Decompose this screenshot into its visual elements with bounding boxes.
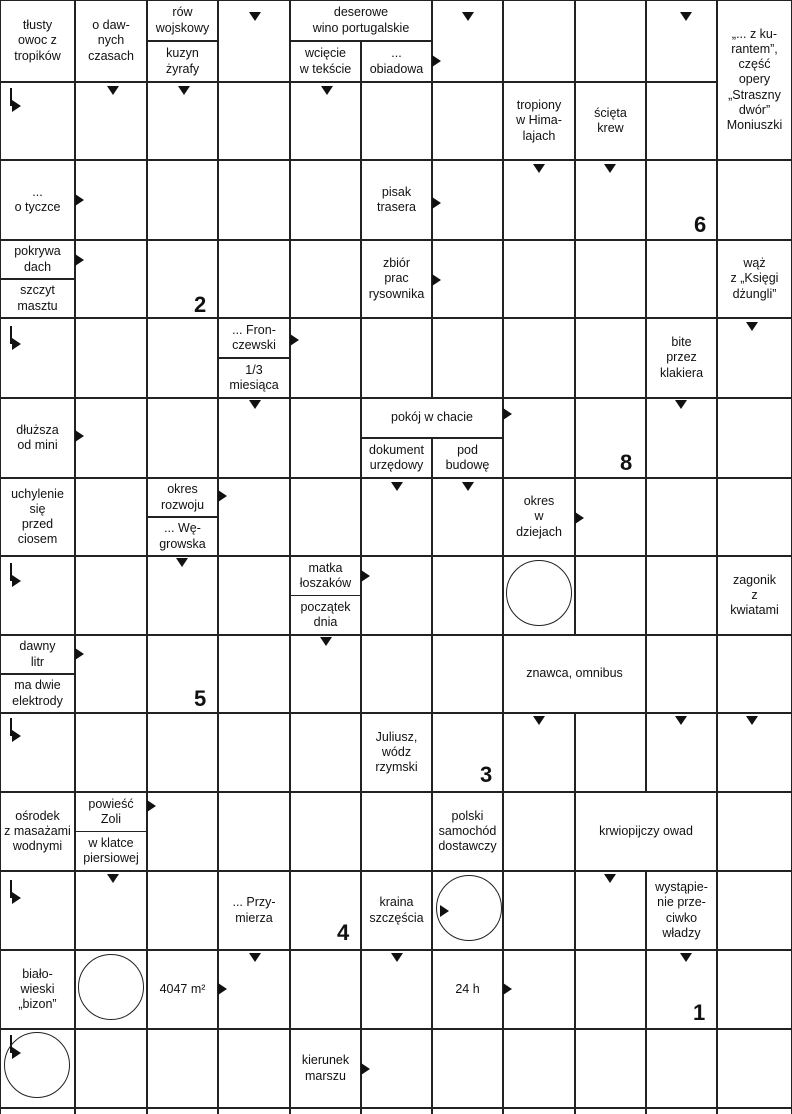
answer-cell[interactable]	[361, 792, 432, 871]
clue-c11: ... o tyczce	[1, 161, 74, 239]
answer-cell[interactable]	[646, 478, 717, 556]
answer-cell[interactable]	[646, 635, 717, 713]
answer-cell[interactable]	[646, 1029, 717, 1108]
clue-arrow	[432, 55, 441, 67]
clue-c6: wcięcie w tekście	[291, 42, 360, 81]
answer-cell[interactable]	[575, 398, 646, 478]
clue-c39: krwiopijczy owad	[576, 793, 716, 870]
circled-cell-marker	[506, 560, 572, 626]
answer-cell[interactable]	[290, 318, 361, 398]
clue-arrow	[462, 12, 474, 21]
clue-c8: „... z ku- rantem”, część opery „Straszny dwór” Moniuszki	[718, 1, 791, 159]
clue-c31: dawny litr	[1, 636, 74, 673]
clue-arrow	[361, 570, 370, 582]
clue-c30: zagonik z kwiatami	[718, 557, 791, 634]
clue-arrow	[391, 482, 403, 491]
solution-number-4: 4	[337, 920, 350, 945]
clue-arrow	[107, 874, 119, 883]
answer-cell[interactable]	[503, 792, 575, 871]
answer-cell[interactable]	[575, 240, 646, 318]
clue-c32: ma dwie elektrody	[1, 675, 74, 712]
clue-c14: szczyt masztu	[1, 280, 74, 317]
solution-number-1: 1	[693, 1000, 706, 1025]
answer-cell[interactable]	[218, 160, 290, 240]
solution-number-6: 6	[694, 212, 707, 237]
clue-c29: początek dnia	[291, 597, 360, 635]
clue-c15: zbiór prac rysownika	[362, 241, 431, 317]
answer-cell[interactable]	[575, 1029, 646, 1108]
answer-cell[interactable]	[575, 318, 646, 398]
clue-c12: pisak trasera	[362, 161, 431, 239]
answer-cell[interactable]	[147, 556, 218, 635]
answer-cell[interactable]	[147, 240, 218, 318]
clue-arrow	[746, 322, 758, 331]
answer-cell[interactable]	[147, 160, 218, 240]
answer-cell[interactable]	[717, 950, 792, 1029]
answer-cell[interactable]	[147, 635, 218, 713]
clue-c20: dłuższa od mini	[1, 399, 74, 477]
answer-cell[interactable]	[218, 556, 290, 635]
clue-arrow	[503, 408, 512, 420]
answer-cell[interactable]	[290, 398, 361, 478]
clue-c17: ... Fron- czewski	[219, 319, 289, 357]
answer-cell[interactable]	[75, 713, 147, 792]
clue-arrow	[249, 400, 261, 409]
answer-cell[interactable]	[361, 556, 432, 635]
answer-cell[interactable]	[717, 635, 792, 713]
clue-c1: tłusty owoc z tropików	[1, 1, 74, 81]
answer-cell[interactable]	[147, 871, 218, 950]
clue-arrow	[575, 512, 584, 524]
answer-cell[interactable]	[147, 398, 218, 478]
answer-cell[interactable]	[75, 318, 147, 398]
circled-cell-marker	[436, 875, 502, 941]
clue-arrow	[361, 1063, 370, 1075]
clue-c18: 1/3 miesiąca	[219, 359, 289, 397]
answer-cell[interactable]	[432, 240, 503, 318]
clue-arrow	[10, 718, 24, 736]
answer-cell[interactable]	[503, 950, 575, 1029]
clue-c44: 4047 m²	[148, 951, 217, 1028]
answer-cell[interactable]	[432, 160, 503, 240]
answer-cell[interactable]	[75, 635, 147, 713]
answer-cell[interactable]	[503, 240, 575, 318]
answer-cell[interactable]	[717, 871, 792, 950]
circled-cell-marker	[78, 954, 144, 1020]
answer-cell[interactable]	[290, 160, 361, 240]
answer-cell[interactable]	[147, 318, 218, 398]
answer-cell[interactable]	[290, 950, 361, 1029]
clue-c23: pod budowę	[433, 439, 502, 477]
answer-cell[interactable]	[218, 240, 290, 318]
answer-cell[interactable]	[218, 1029, 290, 1108]
clue-arrow	[462, 482, 474, 491]
clue-c25: okres rozwoju	[148, 479, 217, 516]
clue-c21: pokój w chacie	[362, 399, 502, 437]
clue-c26: ... Wę- growska	[148, 518, 217, 555]
clue-arrow	[10, 326, 24, 344]
clue-c10: ścięta krew	[576, 83, 645, 159]
clue-c41: kraina szczęścia	[362, 872, 431, 949]
answer-cell[interactable]	[147, 792, 218, 871]
answer-cell[interactable]	[361, 318, 432, 398]
answer-cell[interactable]	[75, 398, 147, 478]
answer-cell[interactable]	[75, 160, 147, 240]
clue-c45: 24 h	[433, 951, 502, 1028]
answer-cell[interactable]	[575, 556, 646, 635]
clue-c2: o daw- nych czasach	[76, 1, 146, 81]
answer-cell[interactable]	[290, 871, 361, 950]
clue-arrow	[321, 86, 333, 95]
clue-arrow	[147, 800, 156, 812]
clue-arrow	[218, 983, 227, 995]
answer-cell[interactable]	[290, 792, 361, 871]
solution-number-5: 5	[194, 686, 207, 711]
clue-arrow	[675, 400, 687, 409]
answer-cell[interactable]	[646, 160, 717, 240]
solution-number-2: 2	[194, 292, 207, 317]
clue-arrow	[675, 716, 687, 725]
clue-arrow	[107, 86, 119, 95]
answer-cell[interactable]	[361, 82, 432, 160]
answer-cell[interactable]	[218, 635, 290, 713]
answer-cell[interactable]	[147, 713, 218, 792]
clue-arrow	[290, 334, 299, 346]
answer-cell[interactable]	[575, 0, 646, 82]
clue-arrow	[10, 563, 24, 581]
clue-arrow	[533, 716, 545, 725]
answer-cell[interactable]	[646, 82, 717, 160]
clue-arrow	[680, 953, 692, 962]
clue-c38: polski samochód dostawczy	[433, 793, 502, 870]
clue-arrow	[503, 983, 512, 995]
answer-cell[interactable]	[218, 792, 290, 871]
clue-arrow	[680, 12, 692, 21]
answer-cell[interactable]	[218, 713, 290, 792]
answer-cell[interactable]	[432, 635, 503, 713]
clue-c19: bite przez klakiera	[647, 319, 716, 397]
answer-cell[interactable]	[717, 160, 792, 240]
answer-cell[interactable]	[503, 1029, 575, 1108]
answer-cell[interactable]	[147, 1029, 218, 1108]
answer-cell[interactable]	[646, 240, 717, 318]
answer-cell[interactable]	[218, 82, 290, 160]
clue-arrow	[178, 86, 190, 95]
clue-c28: matka łoszaków	[291, 557, 360, 595]
clue-c37: w klatce piersiowej	[76, 833, 146, 871]
circled-cell-marker	[4, 1032, 70, 1098]
clue-arrow	[249, 12, 261, 21]
clue-c42: wystąpie- nie prze- ciwko władzy	[647, 872, 716, 949]
clue-arrow	[604, 164, 616, 173]
answer-cell[interactable]	[503, 871, 575, 950]
clue-arrow	[746, 716, 758, 725]
clue-c27: okres w dziejach	[504, 479, 574, 555]
answer-cell[interactable]	[75, 478, 147, 556]
answer-cell[interactable]	[646, 556, 717, 635]
answer-cell[interactable]	[503, 0, 575, 82]
clue-c33: znawca, omnibus	[504, 636, 645, 712]
clue-arrow	[10, 88, 24, 106]
answer-cell[interactable]	[432, 1029, 503, 1108]
clue-c7: ... obiadowa	[362, 42, 431, 81]
answer-cell[interactable]	[717, 1029, 792, 1108]
clue-c35: ośrodek z masażami wodnymi	[1, 793, 74, 870]
clue-c9: tropiony w Hima- lajach	[504, 83, 574, 159]
clue-arrow	[75, 194, 84, 206]
answer-cell[interactable]	[717, 398, 792, 478]
answer-cell[interactable]	[575, 478, 646, 556]
clue-c3: rów wojskowy	[148, 1, 217, 40]
clue-arrow	[533, 164, 545, 173]
answer-cell[interactable]	[503, 398, 575, 478]
clue-c13: pokrywa dach	[1, 241, 74, 278]
answer-cell[interactable]	[575, 713, 646, 792]
clue-arrow	[432, 274, 441, 286]
answer-cell[interactable]	[432, 318, 503, 398]
clue-c22: dokument urzędowy	[362, 439, 431, 477]
clue-arrow	[218, 490, 227, 502]
clue-arrow	[75, 430, 84, 442]
solution-number-3: 3	[480, 762, 493, 787]
clue-c16: wąż z „Księgi dżungli”	[718, 241, 791, 317]
clue-c24: uchylenie się przed ciosem	[1, 479, 74, 555]
answer-cell[interactable]	[290, 240, 361, 318]
clue-c46: kierunek marszu	[291, 1030, 360, 1107]
clue-c34: Juliusz, wódz rzymski	[362, 714, 431, 791]
answer-cell[interactable]	[575, 950, 646, 1029]
clue-c5: deserowe wino portugalskie	[291, 1, 431, 40]
answer-cell[interactable]	[75, 1029, 147, 1108]
answer-cell[interactable]	[75, 556, 147, 635]
answer-cell[interactable]	[432, 82, 503, 160]
answer-cell[interactable]	[717, 478, 792, 556]
clue-arrow	[320, 637, 332, 646]
clue-arrow	[604, 874, 616, 883]
clue-c36: powieść Zoli	[76, 793, 146, 831]
answer-cell[interactable]	[218, 398, 290, 478]
clue-arrow	[249, 953, 261, 962]
answer-cell[interactable]	[290, 635, 361, 713]
clue-c4: kuzyn żyrafy	[148, 42, 217, 81]
answer-cell[interactable]	[290, 713, 361, 792]
clue-arrow	[432, 197, 441, 209]
answer-cell[interactable]	[432, 556, 503, 635]
clue-arrow	[391, 953, 403, 962]
answer-cell[interactable]	[218, 478, 290, 556]
answer-cell[interactable]	[646, 398, 717, 478]
answer-cell[interactable]	[75, 240, 147, 318]
clue-arrow	[176, 558, 188, 567]
clue-arrow	[10, 880, 24, 898]
answer-cell[interactable]	[361, 635, 432, 713]
answer-cell[interactable]	[503, 318, 575, 398]
clue-arrow	[75, 254, 84, 266]
answer-cell[interactable]	[290, 478, 361, 556]
clue-arrow	[75, 648, 84, 660]
solution-number-8: 8	[620, 450, 633, 475]
clue-c43: biało- wieski „bizon”	[1, 951, 74, 1028]
answer-cell[interactable]	[717, 792, 792, 871]
answer-cell[interactable]	[361, 1029, 432, 1108]
answer-cell[interactable]	[432, 713, 503, 792]
clue-c40: ... Przy- mierza	[219, 872, 289, 949]
